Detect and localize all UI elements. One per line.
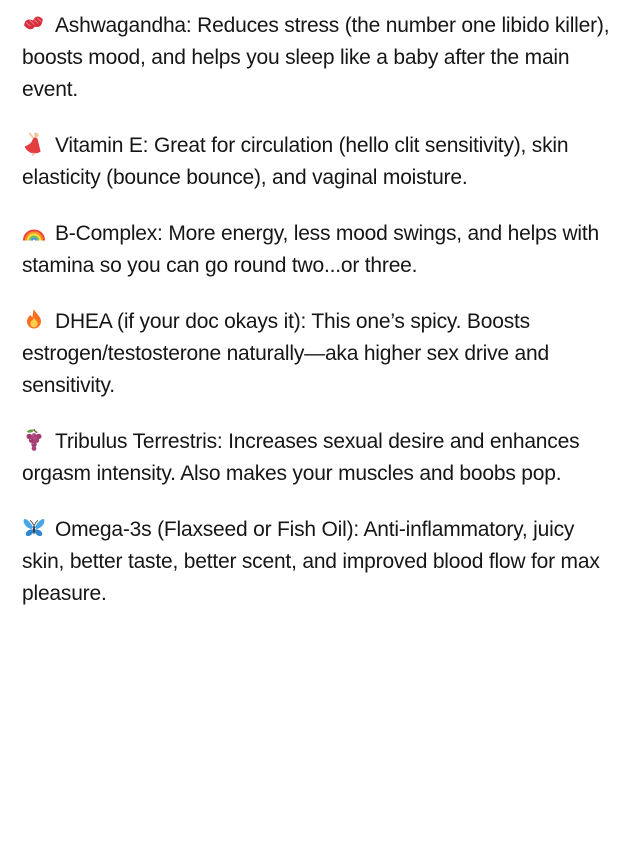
fire-icon [22,308,46,332]
supplement-text: Vitamin E: Great for circulation (hello clit sensitivity), skin elasticity (bounce bounce), and vaginal moisture. [22,134,569,189]
supplement-item-tribulus [22,426,614,490]
supplement-item-dhea [22,306,614,402]
butterfly-icon [22,516,46,540]
supplement-text: Tribulus Terrestris: Increases sexual desire and enhances orgasm intensity. Also makes your muscles and boobs pop. [22,430,580,485]
woman-dancing-icon [22,132,46,156]
supplement-item-b-complex [22,218,614,282]
supplement-text: B-Complex: More energy, less mood swings, and helps with stamina so you can go round two...or three. [22,222,599,277]
supplement-text: Ashwagandha: Reduces stress (the number one libido killer), boosts mood, and helps you sleep like a baby after the main event. [22,14,610,101]
supplement-item-vitamin-e [22,130,614,194]
kiss-mark-icon [22,12,46,36]
supplement-item-omega-3s [22,514,614,610]
rainbow-icon [22,220,46,244]
supplement-item-ashwagandha [22,10,614,106]
supplement-text: Omega-3s (Flaxseed or Fish Oil): Anti-inflammatory, juicy skin, better taste, better scent, and improved blood flow for max pleasure. [22,518,600,605]
supplement-text: DHEA (if your doc okays it): This one’s spicy. Boosts estrogen/testosterone naturally—aka higher sex drive and sensitivity. [22,310,549,397]
grapes-icon [22,428,46,452]
